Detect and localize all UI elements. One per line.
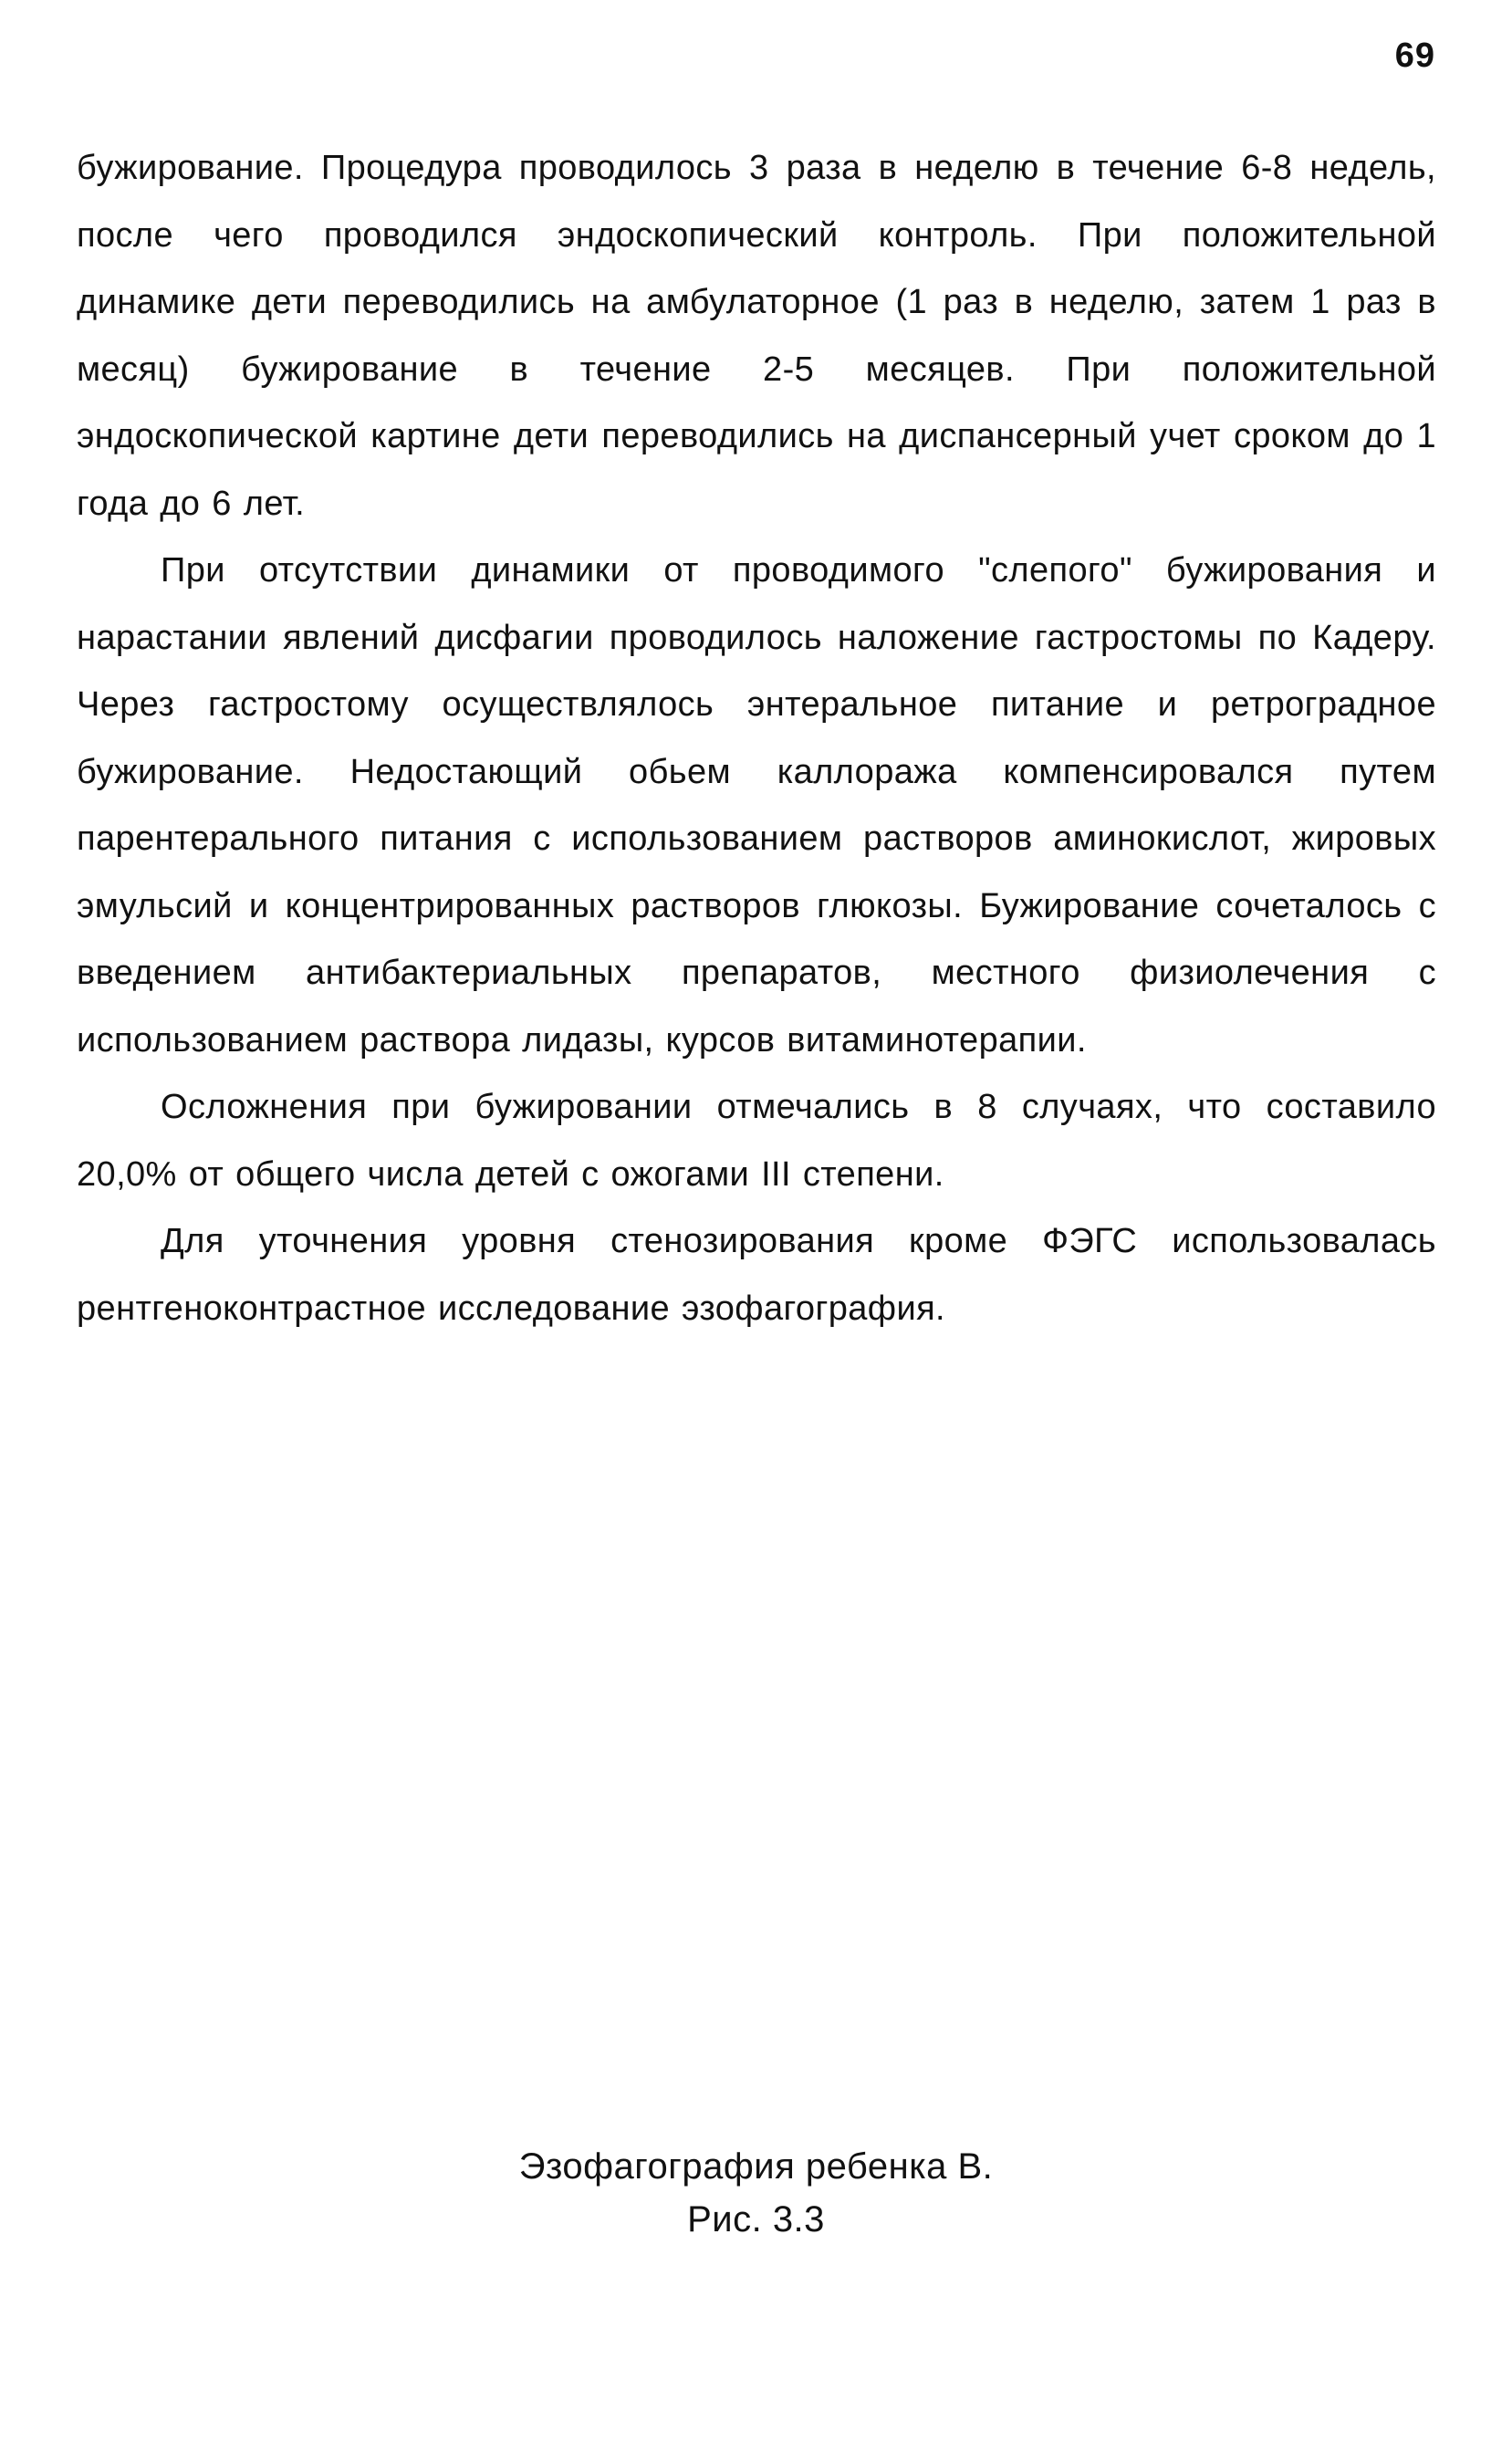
figure-placeholder	[77, 1405, 1436, 2117]
figure-caption-number: Рис. 3.3	[687, 2199, 825, 2240]
paragraph-2: При отсутствии динамики от проводимого "слепого" бужирования и нарастании явлений дисфагии проводилось наложение гастростомы по Кадеру. Через гастростому осуществлялось энтеральное питание и ретроградное бужирование. Недостающий обьем каллоража компенсировался путем парентерального питания с использованием растворов аминокислот, жировых эмульсий и концентрированных растворов глюкозы. Бужирование сочеталось с введением антибактериальных препаратов, местного физиолечения с использованием раствора лидазы, курсов витаминотерапии.	[77, 551, 1436, 1060]
paragraph-3: Осложнения при бужировании отмечались в 8 случаях, что составило 20,0% от общего числа детей с ожогами III степени.	[77, 1088, 1436, 1194]
paragraph-1: бужирование. Процедура проводилось 3 раза в неделю в течение 6-8 недель, после чего проводился эндоскопический контроль. При положительной динамике дети переводились на амбулаторное (1 раз в неделю, затем 1 раз в месяц) бужирование в течение 2-5 месяцев. При положительной эндоскопической картине дети переводились на диспансерный учет сроком до 1 года до 6 лет.	[77, 149, 1436, 523]
figure-caption	[0, 2140, 1512, 2246]
body-text	[77, 135, 1436, 1342]
page-number: 69	[1394, 37, 1435, 75]
paragraph-4: Для уточнения уровня стенозирования кроме ФЭГС использовалась рентгеноконтрастное исследование эзофагография.	[77, 1222, 1436, 1328]
figure-caption-title: Эзофагография ребенка В.	[518, 2146, 994, 2187]
